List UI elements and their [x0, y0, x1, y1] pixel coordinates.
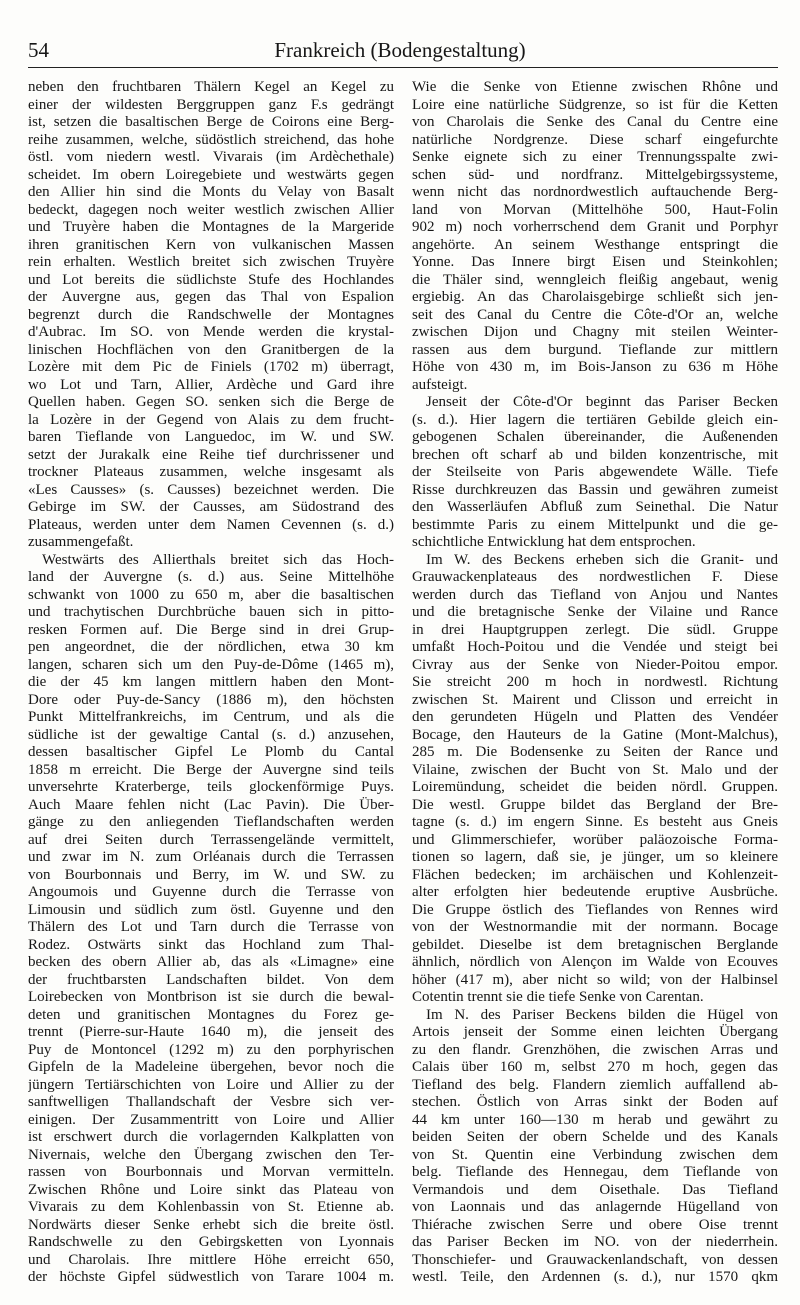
text-line: gänge zu den anliegenden Tieflandschaften werden: [28, 814, 394, 830]
text-line: dessen basaltischer Gipfel Le Plomb du Cantal: [28, 744, 394, 760]
text-line: belg. Tieflande des Hennegau, dem Tieflande von: [412, 1164, 778, 1180]
text-line: die der 45 km langen mittlern haben den Mont-: [28, 674, 394, 690]
text-line: Vilaine, zwischen der Bucht von St. Malo und der: [412, 761, 778, 778]
text-line: Punkt Mittelfrankreichs, im Centrum, und als die: [28, 709, 394, 725]
text-line: scheidet. Im obern Loiregebiete und westwärts gegen: [28, 166, 394, 183]
text-line: Jenseit der Côte-d'Or beginnt das Pariser Becken: [426, 394, 778, 410]
text-line: Yonne. Das Innere birgt Eisen und Steinkohlen;: [412, 254, 778, 270]
text-line: die Thäler sind, wenngleich fleißig angebaut, wenig: [412, 271, 778, 288]
text-line: Lozère mit dem Pic de Finiels (1702 m) überragt,: [28, 359, 394, 375]
text-line: Zwischen Rhône und Loire sinkt das Plateau von: [28, 1181, 394, 1198]
text-line: bestimmte Paris zu einem Mittelpunkt und die ge-: [412, 516, 778, 533]
text-line: Plateaus, werden unter dem Namen Cevennen (s. d.): [28, 516, 394, 533]
text-line: alter erfolgten hier bedeutende eruptive Ausbrüche.: [412, 884, 778, 900]
text-line: Die Gruppe östlich des Tieflandes von Rennes wird: [412, 901, 778, 918]
text-line: wo Lot und Tarn, Allier, Ardèche und Gard ihre: [28, 376, 394, 393]
text-line: 285 m. Die Bodensenke zu Seiten der Rance und: [412, 744, 778, 760]
text-line: westl. Teile, den Ardennen (s. d.), nur 1570 qkm: [412, 1269, 778, 1285]
text-line: einer der wildesten Berggruppen ganz F.s gedrängt: [28, 96, 394, 113]
text-line: östl. vom niedern westl. Vivarais (im Ardèchethale): [28, 149, 394, 165]
text-line: ist erschwert durch die vorlagernden Kalkplatten von: [28, 1129, 394, 1145]
text-line: Risse durchkreuzen das Bassin und gewähren zumeist: [412, 481, 778, 498]
text-line: Puy de Montoncel (1292 m) zu den porphyrischen: [28, 1041, 394, 1058]
text-line: Rodez. Ostwärts sinkt das Hochland zum Thal-: [28, 936, 394, 953]
text-line: von Laonnais und das anlagernde Hügelland von: [412, 1199, 778, 1215]
text-line: 902 m) noch vorherrschend dem Granit und Porphyr: [412, 219, 778, 235]
text-line: deten und granitischen Montagnes du Forez ge-: [28, 1006, 394, 1023]
text-line: tionen so lagern, daß sie, je jünger, um so kleinere: [412, 849, 778, 865]
text-line: aufsteigt.: [412, 376, 468, 393]
text-line: neben den fruchtbaren Thälern Kegel an Kegel zu: [28, 79, 394, 95]
text-line: Auch Maare fehlen nicht (Lac Pavin). Die Über-: [28, 796, 394, 813]
text-line: Cotentin trennt sie die tiefe Senke von Carentan.: [412, 989, 704, 1005]
paragraph: [412, 1007, 778, 1287]
text-line: trockner Plateaus zusammen, welche insgesamt als: [28, 464, 394, 480]
text-line: gebogenen Schalen übereinander, die Außenenden: [412, 429, 778, 445]
text-line: 44 km unter 160—130 m herab und gewährt zu: [412, 1111, 778, 1128]
text-line: Vermandois und dem Oisethale. Das Tiefland: [412, 1181, 778, 1198]
text-line: Gipfeln de la Madeleine übergehen, bevor noch die: [28, 1059, 394, 1075]
text-line: der Steilseite von Paris abgewendete Wälle. Tiefe: [412, 464, 778, 480]
text-line: Nivernais, welche den Übergang zwischen den Ter-: [28, 1146, 394, 1163]
text-line: angehörte. An seinem Westhange entspringt die: [412, 236, 778, 253]
paragraph: [28, 552, 394, 1287]
text-line: Artois jenseit der Somme einen leichten Übergang: [412, 1024, 778, 1040]
text-line: Thälern des Lot und Tarn durch die Terrasse von: [28, 919, 394, 935]
text-line: Loirebecken von Montbrison ist sie durch die bewal-: [28, 989, 394, 1005]
text-line: unversehrte Kraterberge, teils glockenförmige Puys.: [28, 779, 394, 795]
text-line: schichtliche Entwicklung hat dem entsprochen.: [412, 534, 696, 550]
text-line: und Lot bereits die südlichste Stufe des Hochlandes: [28, 271, 394, 288]
text-line: trennt (Pierre-sur-Haute 1640 m), die jenseit des: [28, 1024, 394, 1040]
text-line: linischen Hochflächen von den Granitbergen de la: [28, 341, 394, 358]
text-line: stechen. Östlich von Arras sinkt der Boden auf: [412, 1094, 778, 1110]
text-line: Wie die Senke von Etienne zwischen Rhône und: [412, 79, 778, 95]
text-line: Calais über 160 m, selbst 270 m hoch, gegen das: [412, 1059, 778, 1075]
text-line: setzt der Jurakalk eine Reihe tief durchrissener und: [28, 446, 394, 463]
text-line: la Lozère in der Gegend von Alais zu dem frucht-: [28, 411, 394, 428]
text-line: Quellen haben. Gegen SO. senken sich die Berge de: [28, 394, 394, 410]
text-line: natürliche Nordgrenze. Diese scharf eingefurchte: [412, 131, 778, 148]
text-line: Die westl. Gruppe bildet das Bergland der Bre-: [412, 796, 778, 813]
text-line: Nordwärts dieser Senke erhebt sich die breite östl.: [28, 1216, 394, 1233]
text-line: Loire eine natürliche Südgrenze, so ist für die Ketten: [412, 96, 778, 113]
text-line: baren Tieflande von Languedoc, im W. und SW.: [28, 429, 394, 445]
text-line: das Pariser Becken im NO. von der niederrhein.: [412, 1234, 778, 1250]
text-line: Vivarais zu dem Kohlenbassin von St. Etienne ab.: [28, 1199, 394, 1215]
text-line: gebildet. Dieselbe ist dem bretagnischen Berglande: [412, 936, 778, 953]
text-line: südliche ist der gewaltige Cantal (s. d.) anzusehen,: [28, 726, 394, 743]
text-line: von St. Quentin eine Verbindung zwischen dem: [412, 1146, 778, 1163]
text-line: zusammengefaßt.: [28, 534, 134, 550]
text-line: der höchste Gipfel südwestlich von Tarare 1004 m.: [28, 1269, 394, 1285]
text-line: Im N. des Pariser Beckens bilden die Hügel von: [426, 1006, 778, 1023]
text-line: werden durch das Tiefland von Anjou und Nantes: [412, 586, 778, 603]
text-line: bedeckt, dagegen noch weiter westlich zwischen Allier: [28, 201, 394, 218]
text-line: zu den flandr. Grenzhöhen, die zwischen Arras und: [412, 1041, 778, 1058]
text-line: ist, setzen die basaltischen Berge de Coirons eine Berg-: [28, 114, 394, 130]
text-line: Sie streicht 200 m hoch in nordwestl. Richtung: [412, 674, 778, 690]
text-line: von Bourbonnais und Berry, im W. und SW. zu: [28, 866, 394, 883]
text-line: von der Westnormandie mit der normann. Bocage: [412, 919, 778, 935]
text-line: ihren granitischen Kern von vulkanischen Massen: [28, 236, 394, 253]
text-line: und Truyère haben die Montagnes de la Margeride: [28, 219, 394, 235]
text-line: auf drei Seiten durch Terrassengelände vermittelt,: [28, 831, 394, 848]
text-line: und trachytischen Durchbrüche bauen sich in pitto-: [28, 604, 394, 620]
text-line: rein erhalten. Westlich breitet sich zwischen Truyère: [28, 254, 394, 270]
text-line: und zwar im N. zum Orléanais durch die Terrassen: [28, 849, 394, 865]
text-line: Thonschiefer- und Grauwackenlandschaft, von dessen: [412, 1251, 778, 1268]
text-line: Tiefland des belg. Flandern ziemlich auffallend ab-: [412, 1076, 778, 1093]
text-line: seit des Canal du Centre die Côte-d'Or an, welche: [412, 306, 778, 323]
text-line: Angoumois und Guyenne durch die Terrasse von: [28, 884, 394, 900]
text-line: jüngern Tertiärschichten von Loire und Allier zu der: [28, 1076, 394, 1093]
text-line: den Allier hin sind die Monts du Velay von Basalt: [28, 184, 394, 200]
text-line: reihe zusammen, welche, südöstlich streichend, das hohe: [28, 131, 394, 148]
text-line: Flächen bedecken; im archäischen und Kohlenzeit-: [412, 866, 778, 883]
text-line: höher (417 m), aber nicht so wild; von der Halbinsel: [412, 971, 778, 988]
text-line: wenn nicht das nordnordwestlich auftauchende Berg-: [412, 184, 778, 200]
text-line: umfaßt Hoch-Poitou und die Vendée und steigt bei: [412, 639, 778, 655]
text-line: rassen aus dem burgund. Tieflande zur mittlern: [412, 341, 778, 358]
text-line: tagne (s. d.) im engern Sinne. Es besteht aus Gneis: [412, 814, 778, 830]
text-line: einigen. Der Zusammentritt von Loire und Allier: [28, 1111, 394, 1128]
text-line: begrenzt durch die Randschwelle der Montagnes: [28, 306, 394, 323]
text-line: zwischen Dijon und Chagny mit steilen Weinter-: [412, 324, 778, 340]
text-line: der fruchtbarsten Landschaften bildet. Von dem: [28, 971, 394, 988]
text-line: ergiebig. An das Charolaisgebirge schließt sich jen-: [412, 289, 778, 305]
text-line: Grauwackenplateaus des nordwestlichen F. Diese: [412, 569, 778, 585]
paragraph: [28, 79, 394, 552]
text-line: Bocage, den Hauteurs de la Gatine (Mont-Malchus),: [412, 726, 778, 743]
text-line: Loiremündung, scheidet die beiden nördl. Gruppen.: [412, 779, 778, 795]
text-line: sanftwelligen Thallandschaft der Vesbre sich ver-: [28, 1094, 394, 1110]
paragraph: [412, 552, 778, 1007]
text-line: zwischen St. Mairent und Clisson und erreicht in: [412, 691, 778, 708]
text-line: land von Morvan (Mittelhöhe 500, Haut-Folin: [412, 201, 778, 218]
text-line: Civray aus der Senke von Nieder-Poitou empor.: [412, 656, 778, 673]
text-line: der Auvergne aus, gegen das Thal von Espalion: [28, 289, 394, 305]
text-line: Senke eignete sich zu einer Trennungsspalte zwi-: [412, 149, 778, 165]
text-line: ähnlich, nördlich von Alençon im Walde von Ecouves: [412, 954, 778, 970]
text-line: 1858 m erreicht. Die Berge der Auvergne sind teils: [28, 761, 394, 778]
header-rule: [28, 67, 778, 68]
text-column-left: [28, 79, 394, 1287]
text-line: becken des obern Allier ab, das als «Limagne» eine: [28, 954, 394, 970]
text-line: pen angeordnet, die der nördlichen, etwa 30 km: [28, 639, 394, 655]
text-line: rassen von Bourbonnais und Morvan vermitteln.: [28, 1164, 394, 1180]
running-header-title: Frankreich (Bodengestaltung): [274, 38, 526, 62]
text-line: den gerundeten Hügeln und Platten des Vendéer: [412, 709, 778, 725]
text-line: in drei Hauptgruppen zerlegt. Die südl. Gruppe: [412, 621, 778, 638]
text-line: den Wasserläufen Abfluß zum Seinethal. Die Natur: [412, 499, 778, 515]
text-line: Höhe von 430 m, im Bois-Janson zu 636 m Höhe: [412, 359, 778, 375]
text-line: Limousin und südlich zum östl. Guyenne und den: [28, 901, 394, 918]
text-line: «Les Causses» (s. Causses) bezeichnet werden. Die: [28, 481, 394, 498]
text-column-right: [412, 79, 778, 1287]
text-line: land der Auvergne (s. d.) aus. Seine Mittelhöhe: [28, 569, 394, 585]
paragraph: [412, 394, 778, 552]
text-line: Dore oder Puy-de-Sancy (1886 m), den höchsten: [28, 691, 394, 708]
text-line: beiden Seiten der obern Schelde und des Kanals: [412, 1129, 778, 1145]
text-line: schen süd- und nordfranz. Mittelgebirgssysteme,: [412, 166, 778, 183]
text-line: Im W. des Beckens erheben sich die Granit- und: [426, 551, 778, 568]
text-line: (s. d.). Hier lagern die tertiären Gebilde gleich ein-: [412, 411, 778, 428]
text-line: Westwärts des Allierthals breitet sich das Hoch-: [42, 551, 394, 568]
page-number: 54: [28, 38, 49, 62]
text-line: resken Formen auf. Die Berge sind in drei Grup-: [28, 621, 394, 638]
text-line: von Charolais die Senke des Canal du Centre eine: [412, 114, 778, 130]
text-line: brechen oft scharf ab und bilden konzentrische, mit: [412, 446, 778, 463]
text-line: Randschwelle zu den Gebirgsketten von Lyonnais: [28, 1234, 394, 1250]
text-line: und Charolais. Ihre mittlere Höhe erreicht 650,: [28, 1251, 394, 1268]
text-line: d'Aubrac. Im SO. von Mende werden die krystal-: [28, 324, 394, 340]
paragraph: [412, 79, 778, 394]
text-line: und die bretagnische Senke der Vilaine und Rance: [412, 604, 778, 620]
text-line: Gebirge im SW. der Causses, am Südostrand des: [28, 499, 394, 515]
text-line: Thiérache zwischen Serre und obere Oise trennt: [412, 1216, 778, 1233]
text-line: langen, scharen sich um den Puy-de-Dôme (1465 m),: [28, 656, 394, 673]
text-line: schwankt von 1000 zu 650 m, aber die basaltischen: [28, 586, 394, 603]
text-line: und Glimmerschiefer, worüber paläozoische Forma-: [412, 831, 778, 848]
